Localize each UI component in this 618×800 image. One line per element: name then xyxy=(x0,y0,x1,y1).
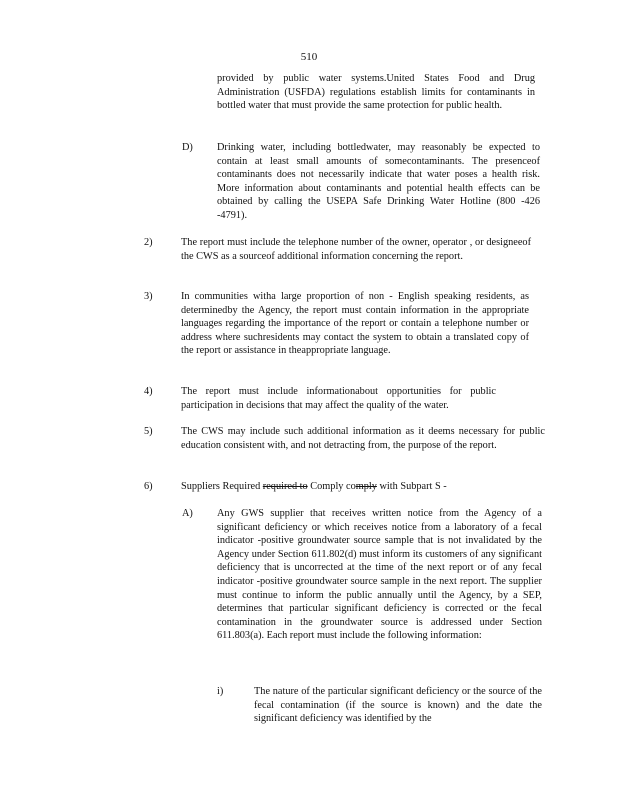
item-label-i: i) xyxy=(217,686,224,697)
item-label-5: 5) xyxy=(144,426,153,437)
item-label-d: D) xyxy=(182,142,193,153)
struck-text-1: required to xyxy=(262,481,308,492)
paragraph-3: In communities witha large proportion of non - English speaking residents, as determinedby the Agency, the report must contain information in the appropriate languages regarding the importance of the report or contain a telephone number or address where suchresidents may contact the system to obtain a translated copy of the report or assistance in theappropriate language. xyxy=(181,291,529,357)
item-label-4: 4) xyxy=(144,386,153,397)
paragraph-a: Any GWS supplier that receives written notice from the Agency of a significant deficiency or which receives notice from a laboratory of a fecal indicator -positive groundwater source sample that is not invalidated by the Agency under Section 611.802(d) must inform its customers of any significant deficiency that is uncorrected at the time of the next report or of any fecal indicator -positive groundwater source sample in the next report. The supplier must continue to inform the public annually until the Agency, by a SEP, determines that particular significant deficiency is corrected or the fecal contamination in the groundwater source is addressed under Section 611.803(a). Each report must include the following information: xyxy=(217,508,542,642)
page-number: 510 xyxy=(300,51,318,63)
paragraph-5: The CWS may include such additional information as it deems necessary for public education consistent with, and not detracting from, the purpose of the report. xyxy=(181,426,545,451)
continuation-paragraph: provided by public water systems.United States Food and Drug Administration (USFDA) regulations establish limits for contaminants in bottled water that must provide the same protection for public health. xyxy=(217,73,535,112)
paragraph-6 xyxy=(181,480,561,494)
item-label-6: 6) xyxy=(144,481,153,492)
heading-text-b: Comply co xyxy=(310,481,356,492)
heading-text-c: with Subpart S - xyxy=(379,481,447,492)
paragraph-2: The report must include the telephone number of the owner, operator , or designeeof the CWS as a sourceof additional information concerning the report. xyxy=(181,237,531,262)
item-label-3: 3) xyxy=(144,291,153,302)
item-label-2: 2) xyxy=(144,237,153,248)
paragraph-i: The nature of the particular significant deficiency or the source of the fecal contamination (if the source is known) and the date the significant deficiency was identified by the xyxy=(254,686,542,725)
paragraph-4: The report must include informationabout opportunities for public participation in decisions that may affect the quality of the water. xyxy=(181,386,496,411)
struck-text-2: mply xyxy=(355,481,377,492)
paragraph-d: Drinking water, including bottledwater, may reasonably be expected to contain at least small amounts of somecontaminants. The presenceof contaminants does not necessarily indicate that water poses a health risk. More information about contaminants and potential health effects can be obtained by calling the USEPA Safe Drinking Water Hotline (800 -426 -4791). xyxy=(217,142,540,221)
item-label-a: A) xyxy=(182,508,193,519)
heading-text-a: Suppliers Required xyxy=(181,481,261,492)
